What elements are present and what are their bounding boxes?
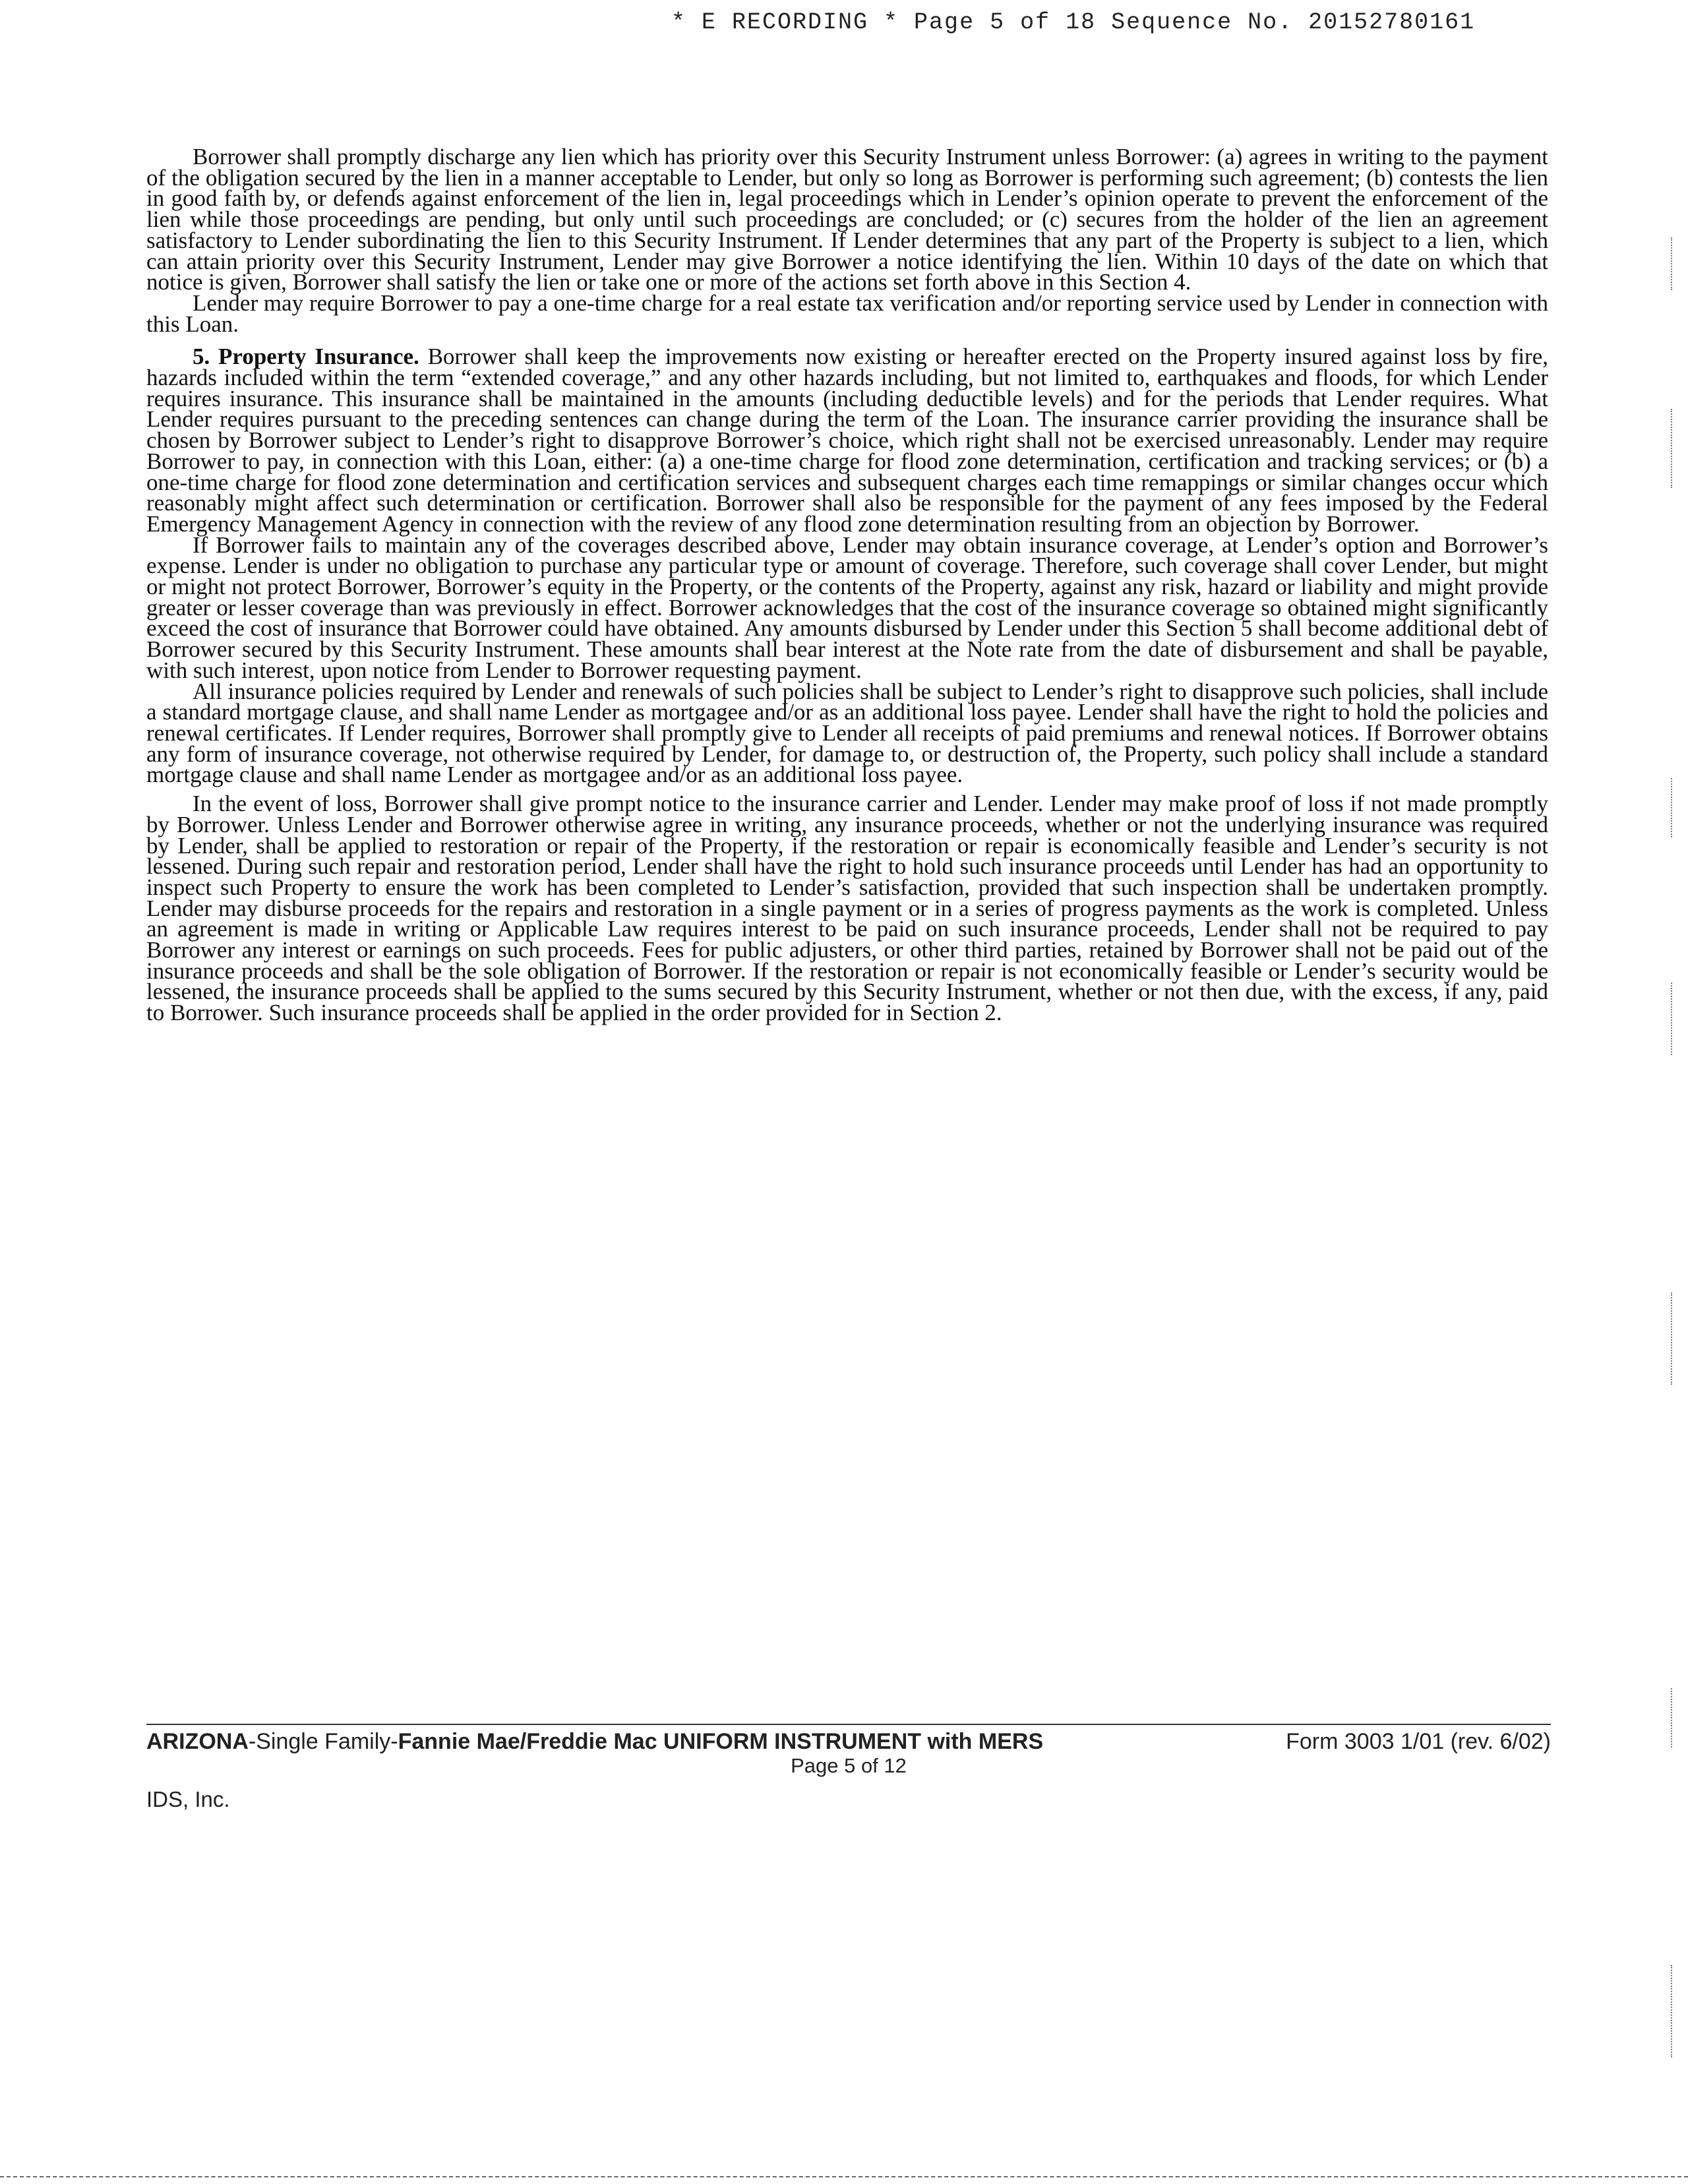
section5-paragraph-4: In the event of loss, Borrower shall give prompt notice to the insurance carrier and Lender. Lender may make proof of loss if not made promptly by Borrower. Unless Lender and Borrower otherwise agree in writing, any insurance proceeds, whether or not the underlying insurance was required by Lender, shall be applied to restoration or repair of the Property, if the restoration or repair is economically feasible and Lender’s security is not lessened. During such repair and restoration period, Lender shall have the right to hold such insurance proceeds until Lender has had an opportunity to inspect such Property to ensure the work has been completed to Lender’s satisfaction, provided that such inspection shall be undertaken promptly. Lender may disburse proceeds for the repairs and restoration in a single payment or in a series of progress payments as the work is completed. Unless an agreement is made in writing or Applicable Law requires interest to be paid on such insurance proceeds, Lender shall not be required to pay Borrower any interest or earnings on such proceeds. Fees for public adjusters, or other third parties, retained by Borrower shall not be paid out of the insurance proceeds and shall be the sole obligation of Borrower. If the restoration or repair is not economically feasible or Lender’s security would be lessened, the insurance proceeds shall be applied to the sums secured by this Security Instrument, whether or not then due, with the excess, if any, paid to Borrower. Such insurance proceeds shall be applied in the order provided for in Section 2. xyxy=(146,791,1548,1026)
margin-mark xyxy=(1671,1965,1673,2057)
margin-mark xyxy=(1671,409,1673,488)
page-number: Page 5 of 12 xyxy=(791,1754,907,1777)
margin-mark xyxy=(1671,983,1673,1055)
form-number: Form 3003 1/01 (rev. 6/02) xyxy=(1286,1729,1551,1754)
section5-paragraph-2: If Borrower fails to maintain any of the coverages described above, Lender may obtain insurance coverage, at Lender’s option and Borrower’s expense. Lender is under no obligation to purchase any particular type or amount of coverage. Therefore, such coverage shall cover Lender, but might or might not protect Borrower, Borrower’s equity in the Property, or the contents of the Property, against any risk, hazard or liability and might provide greater or lesser coverage than was previously in effect. Borrower acknowledges that the cost of the insurance coverage so obtained might significantly exceed the cost of insurance that Borrower could have obtained. Any amounts disbursed by Lender under this Section 5 shall become additional debt of Borrower secured by this Security Instrument. These amounts shall bear interest at the Note rate from the date of disbursement and shall be payable, with such interest, upon notice from Lender to Borrower requesting payment. xyxy=(146,531,1548,683)
margin-mark xyxy=(1671,1292,1673,1385)
section5-heading: 5. Property Insurance. xyxy=(193,344,419,370)
section5-paragraph-3: All insurance policies required by Lender and renewals of such policies shall be subject to Lender’s right to disapprove such policies, shall include a standard mortgage clause, and shall name Lender as mortgagee and/or as an additional loss payee. Lender shall have the right to hold the policies and renewal certificates. If Lender requires, Borrower shall promptly give to Lender all receipts of paid premiums and renewal notices. If Borrower obtains any form of insurance coverage, not otherwise required by Lender, for damage to, or destruction of, the Property, such policy shall include a standard mortgage clause and shall name Lender as mortgagee and/or as an additional loss payee. xyxy=(146,678,1548,788)
document-body xyxy=(146,144,1548,1026)
form-footer xyxy=(146,1729,1551,1795)
footer-divider xyxy=(146,1724,1551,1725)
company-name: IDS, Inc. xyxy=(146,1787,230,1811)
scan-edge-line xyxy=(0,2176,1688,2177)
section4-paragraph-2: Lender may require Borrower to pay a one-time charge for a real estate tax verification and/or reporting service used by Lender in connection with this Loan. xyxy=(146,289,1548,337)
section4-paragraph-1: Borrower shall promptly discharge any lien which has priority over this Security Instrument unless Borrower: (a) agrees in writing to the payment of the obligation secured by the lien in a manner acceptable to Lender, but only so long as Borrower is performing such agreement; (b) contests the lien in good faith by, or defends against enforcement of the lien in, legal proceedings which in Lender’s opinion operate to prevent the enforcement of the lien while those proceedings are pending, but only until such proceedings are concluded; or (c) secures from the holder of the lien an agreement satisfactory to Lender subordinating the lien to this Security Instrument. If Lender determines that any part of the Property is subject to a lien, which can attain priority over this Security Instrument, Lender may give Borrower a notice identifying the lien. Within 10 days of the date on which that notice is given, Borrower shall satisfy the lien or take one or more of the actions set forth above in this Section 4. xyxy=(146,144,1548,295)
margin-mark xyxy=(1671,237,1673,290)
form-description: -Single Family- xyxy=(248,1729,398,1754)
section5-paragraph-1 xyxy=(146,344,1548,537)
margin-mark xyxy=(1671,778,1673,837)
section5-paragraph-1-text: Borrower shall keep the improvements now existing or hereafter erected on the Property insured against loss by fire, hazards included within the term “extended coverage,” and any other hazards including, but not limited to, earthquakes and floods, for which Lender requires insurance. This insurance shall be maintained in the amounts (including deductible levels) and for the periods that Lender requires. What Lender requires pursuant to the preceding sentences can change during the term of the Loan. The insurance carrier providing the insurance shall be chosen by Borrower subject to Lender’s right to disapprove Borrower’s choice, which right shall not be exercised unreasonably. Lender may require Borrower to pay, in connection with this Loan, either: (a) a one-time charge for flood zone determination, certification and tracking services; or (b) a one-time charge for flood zone determination and certification services and subsequent charges each time remappings or similar changes occur which reasonably might affect such determination or certification. Borrower shall also be responsible for the payment of any fees imposed by the Federal Emergency Management Agency in connection with the review of any flood zone determination resulting from an objection by Borrower. xyxy=(146,344,1548,537)
form-instrument-title: Fannie Mae/Freddie Mac UNIFORM INSTRUMENT with MERS xyxy=(398,1729,1044,1754)
form-title xyxy=(146,1729,1043,1755)
recording-stamp: * E RECORDING * Page 5 of 18 Sequence No. 20152780161 xyxy=(671,9,1476,36)
margin-mark xyxy=(1671,1688,1673,1747)
form-state: ARIZONA xyxy=(146,1729,249,1754)
